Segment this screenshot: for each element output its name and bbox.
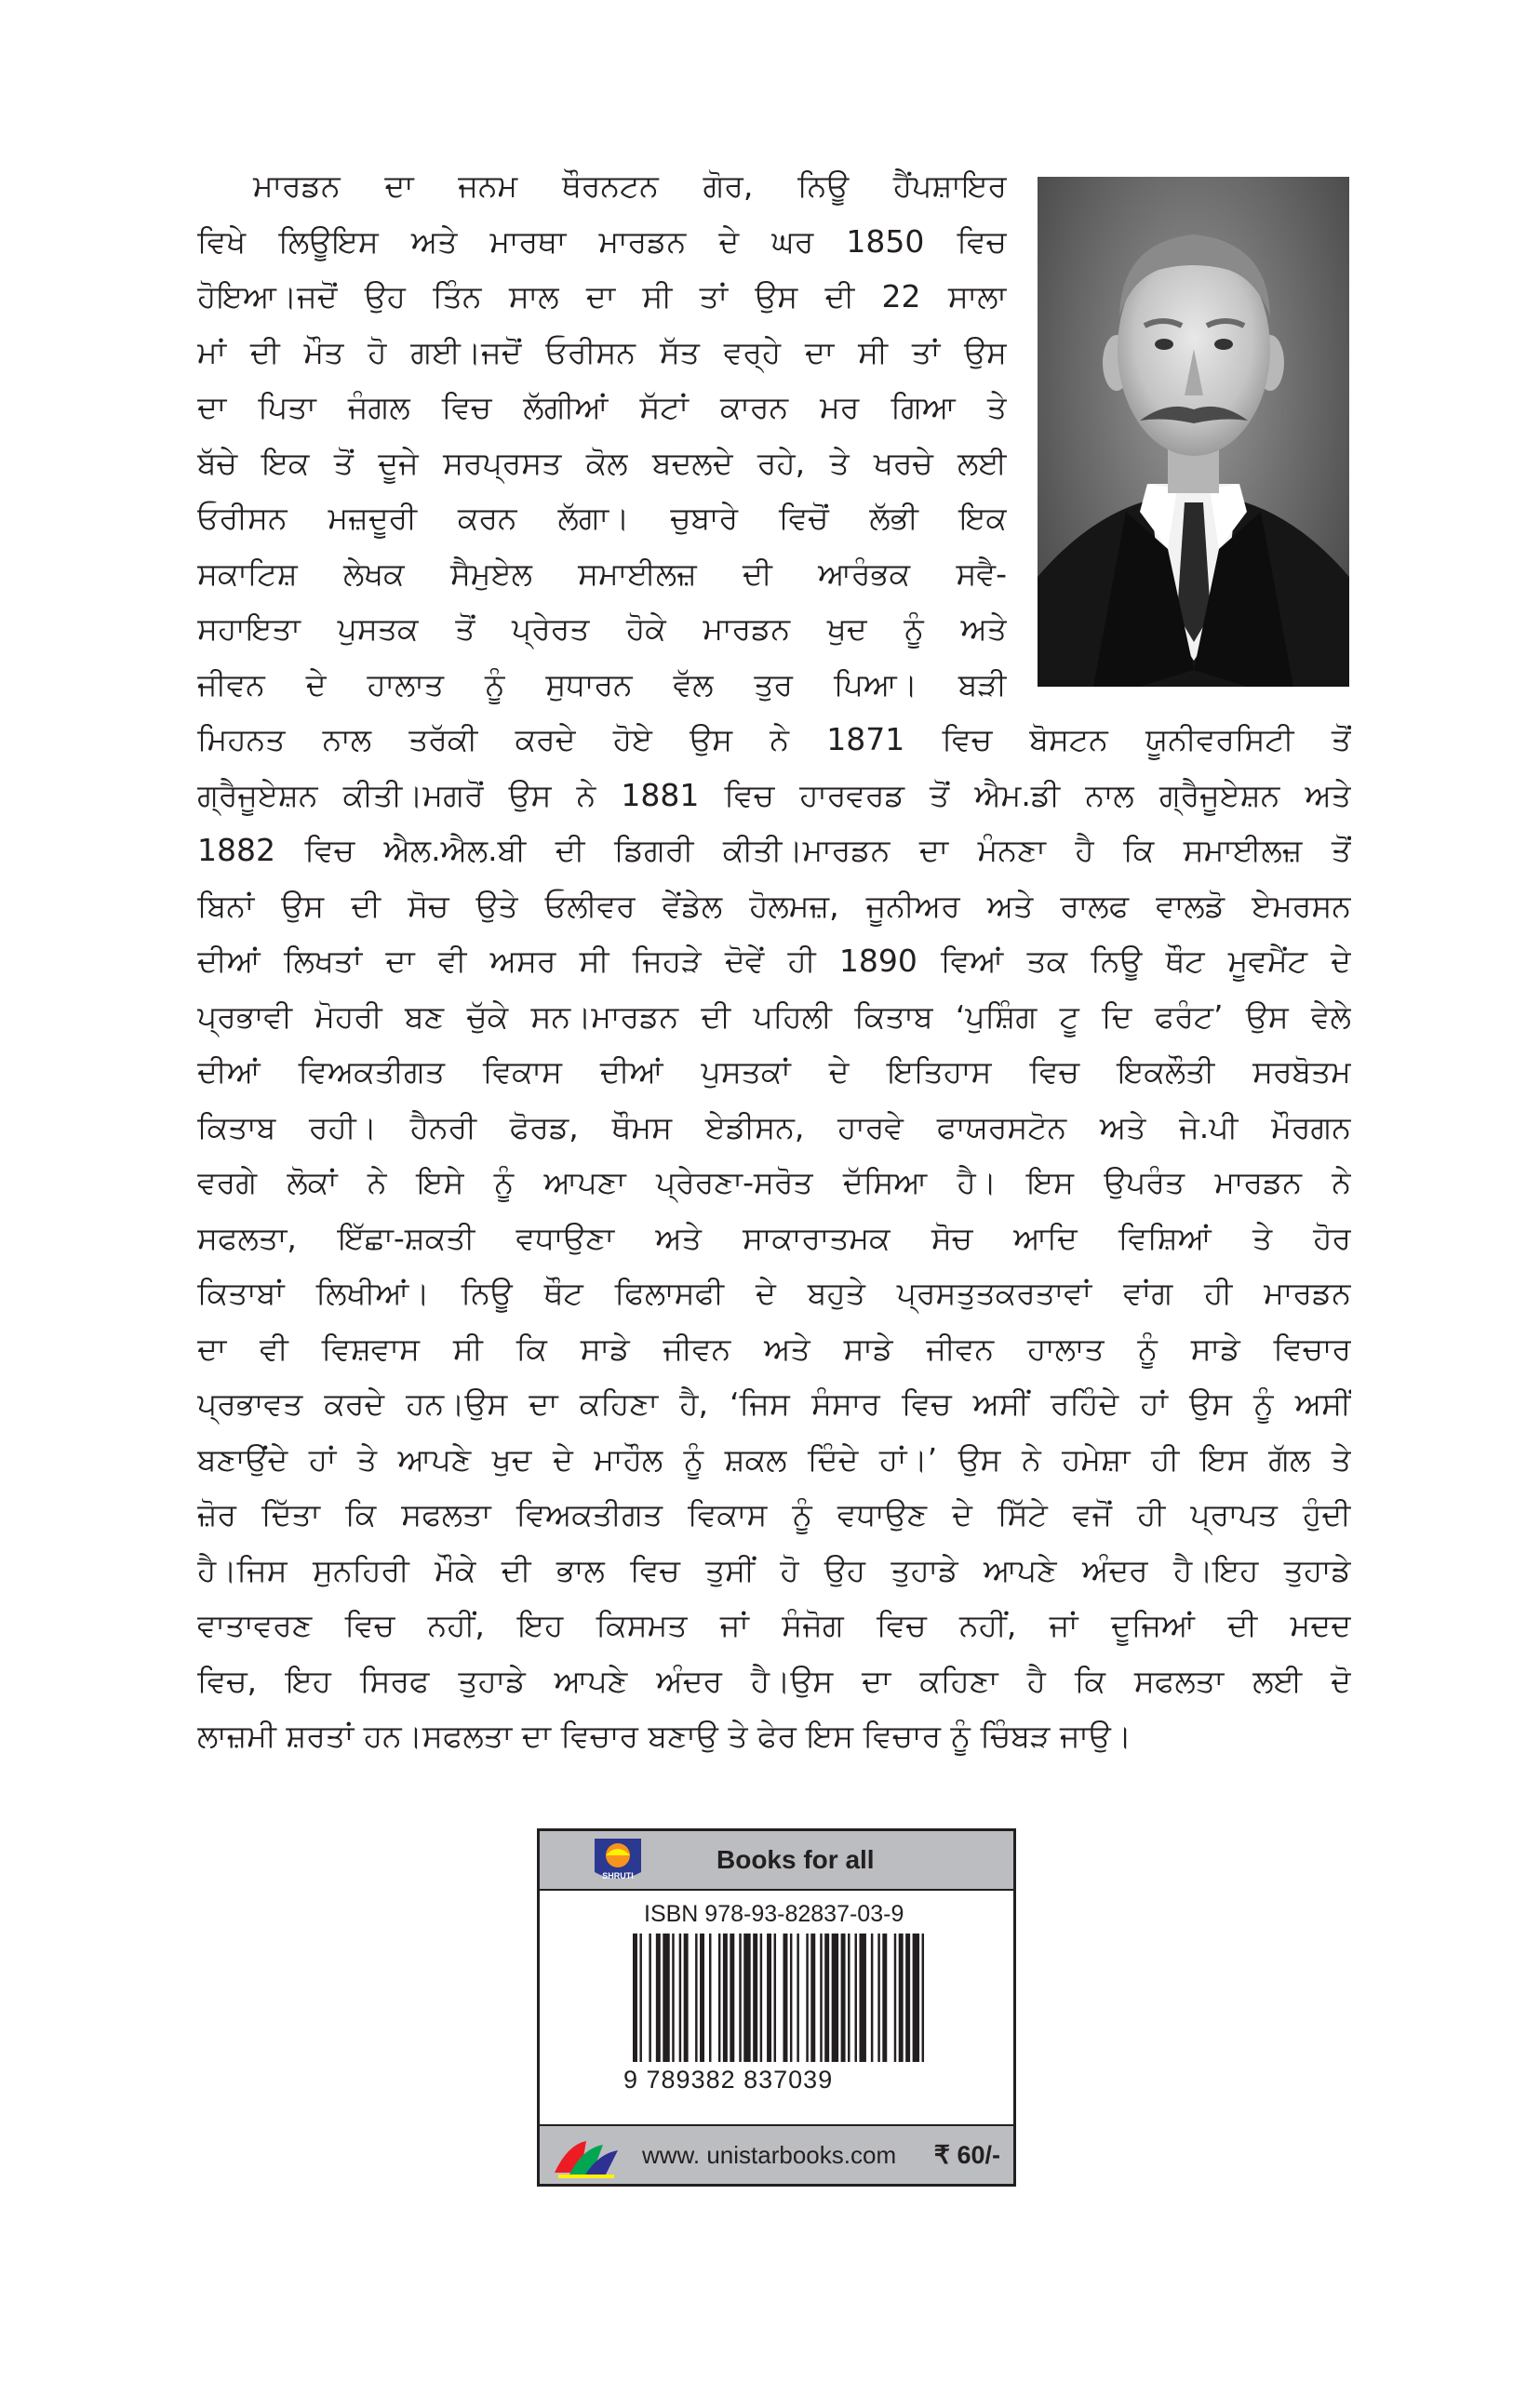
- bio-line: ਹੋਇਆ।ਜਦੋਂ ਉਹ ਤਿੰਨ ਸਾਲ ਦਾ ਸੀ ਤਾਂ ਉਸ ਦੀ 22 ਸਾਲਾ: [197, 278, 1007, 314]
- bio-line: ਕਿਤਾਬਾਂ ਲਿਖੀਆਂ। ਨਿਊ ਥੌਟ ਫਿਲਾਸਫੀ ਦੇ ਬਹੁਤੇ ਪ੍ਰਸਤੁਤਕਰਤਾਵਾਂ ਵਾਂਗ ਹੀ ਮਾਰਡਨ: [197, 1275, 1351, 1311]
- bio-line: ਸਹਾਇਤਾ ਪੁਸਤਕ ਤੋਂ ਪ੍ਰੇਰਤ ਹੋਕੇ ਮਾਰਡਨ ਖੁਦ ਨੂੰ ਅਤੇ: [197, 610, 1007, 647]
- bio-line: ਸਕਾਟਿਸ਼ ਲੇਖਕ ਸੈਮੁਏਲ ਸਮਾਈਲਜ਼ ਦੀ ਆਰੰਭਕ ਸਵੈ-: [197, 555, 1007, 592]
- barcode-bar: [684, 1934, 689, 2062]
- bio-line: ਪ੍ਰਭਾਵੀ ਮੋਹਰੀ ਬਣ ਚੁੱਕੇ ਸਨ।ਮਾਰਡਨ ਦੀ ਪਹਿਲੀ ਕਿਤਾਬ ‘ਪੁਸ਼ਿੰਗ ਟੂ ਦਿ ਫਰੰਟ’ ਉਸ ਵੇਲੇ: [197, 997, 1351, 1035]
- isbn-label: ISBN 978-93-82837-03-9: [644, 1901, 904, 1927]
- bio-line: ਗ੍ਰੈਜੂਏਸ਼ਨ ਕੀਤੀ।ਮਗਰੋਂ ਉਸ ਨੇ 1881 ਵਿਚ ਹਾਰਵਰਡ ਤੋਂ ਐਮ.ਡੀ ਨਾਲ ਗ੍ਰੈਜੂਏਸ਼ਨ ਅਤੇ: [197, 776, 1351, 813]
- barcode-panel: [537, 1828, 1016, 2187]
- bio-line: ਦੀਆਂ ਵਿਅਕਤੀਗਤ ਵਿਕਾਸ ਦੀਆਂ ਪੁਸਤਕਾਂ ਦੇ ਇਤਿਹਾਸ ਵਿਚ ਇਕਲੌਤੀ ਸਰਬੋਤਮ: [197, 1053, 1351, 1090]
- barcode-bar: [663, 1934, 669, 2062]
- bio-line: ਕਿਤਾਬ ਰਹੀ। ਹੈਨਰੀ ਫੋਰਡ, ਥੌਮਸ ਏਡੀਸਨ, ਹਾਰਵੇ ਫਾਯਰਸਟੋਨ ਅਤੇ ਜੇ.ਪੀ ਮੌਰਗਨ: [197, 1108, 1351, 1145]
- bio-line: ਲਾਜ਼ਮੀ ਸ਼ਰਤਾਂ ਹਨ।ਸਫਲਤਾ ਦਾ ਵਿਚਾਰ ਬਣਾਉ ਤੇ ਫੇਰ ਇਸ ਵਿਚਾਰ ਨੂੰ ਚਿੰਬੜ ਜਾਉ।: [197, 1718, 1132, 1754]
- bio-line: ਜੀਵਨ ਦੇ ਹਾਲਾਤ ਨੂੰ ਸੁਧਾਰਨ ਵੱਲ ਤੁਰ ਪਿਆ। ਬੜੀ: [197, 665, 1007, 703]
- barcode-bar: [743, 1934, 750, 2062]
- bio-line: ਵਰਗੇ ਲੋਕਾਂ ਨੇ ਇਸੇ ਨੂੰ ਆਪਣਾ ਪ੍ਰੇਰਣਾ-ਸਰੋਤ ਦੱਸਿਆ ਹੈ। ਇਸ ਉਪਰੰਤ ਮਾਰਡਨ ਨੇ: [197, 1164, 1351, 1200]
- barcode-bar: [855, 1934, 857, 2062]
- bio-line: ਮਾਂ ਦੀ ਮੌਤ ਹੋ ਗਈ।ਜਦੋਂ ਓਰੀਸਨ ਸੱਤ ਵਰ੍ਹੇ ਦਾ ਸੀ ਤਾਂ ਉਸ: [197, 333, 1007, 370]
- bio-line: 1882 ਵਿਚ ਐਲ.ਐਲ.ਬੀ ਦੀ ਡਿਗਰੀ ਕੀਤੀ।ਮਾਰਡਨ ਦਾ ਮੰਨਣਾ ਹੈ ਕਿ ਸਮਾਈਲਜ਼ ਤੋਂ: [197, 832, 1351, 868]
- barcode-bar: [899, 1934, 904, 2062]
- barcode-bar: [871, 1934, 873, 2062]
- barcode-bar: [790, 1934, 792, 2062]
- price-label: ₹ 60/-: [933, 2141, 1000, 2169]
- barcode-bar: [723, 1934, 728, 2062]
- biography-text: [197, 158, 1351, 1764]
- bio-line: ਪ੍ਰਭਾਵਤ ਕਰਦੇ ਹਨ।ਉਸ ਦਾ ਕਹਿਣਾ ਹੈ, ‘ਜਿਸ ਸੰਸਾਰ ਵਿਚ ਅਸੀਂ ਰਹਿੰਦੇ ਹਾਂ ਉਸ ਨੂੰ ਅਸੀਂ: [197, 1385, 1351, 1422]
- bio-line: ਦਾ ਪਿਤਾ ਜੰਗਲ ਵਿਚ ਲੱਗੀਆਂ ਸੱਟਾਂ ਕਾਰਨ ਮਰ ਗਿਆ ਤੇ: [197, 389, 1007, 425]
- barcode-bar: [700, 1934, 704, 2062]
- bio-line: ਮਿਹਨਤ ਨਾਲ ਤਰੱਕੀ ਕਰਦੇ ਹੋਏ ਉਸ ਨੇ 1871 ਵਿਚ ਬੋਸਟਨ ਯੂਨੀਵਰਸਿਟੀ ਤੋਂ: [197, 721, 1351, 757]
- barcode-bar: [718, 1934, 720, 2062]
- barcode-bar: [841, 1934, 846, 2062]
- barcode-bar: [905, 1934, 910, 2062]
- bio-line: ਮਾਰਡਨ ਦਾ ਜਨਮ ਥੌਰਨਟਨ ਗੋਰ, ਨਿਊ ਹੈਂਪਸ਼ਾਇਰ: [253, 167, 1007, 204]
- barcode-bar: [753, 1934, 757, 2062]
- website-label: www. unistarbooks.com: [642, 2141, 897, 2169]
- barcode-bar: [806, 1934, 808, 2062]
- barcode-header: [540, 1831, 1013, 1891]
- bio-line: ਬਣਾਉਂਦੇ ਹਾਂ ਤੇ ਆਪਣੇ ਖੁਦ ਦੇ ਮਾਹੌਲ ਨੂੰ ਸ਼ਕਲ ਦਿੰਦੇ ਹਾਂ।’ ਉਸ ਨੇ ਹਮੇਸ਼ਾ ਹੀ ਇਸ ਗੱਲ ਤੇ: [197, 1440, 1351, 1478]
- barcode-digits: 9 789382 837039: [623, 2066, 834, 2094]
- barcode-bar: [760, 1934, 762, 2062]
- bio-line: ਹੈ।ਜਿਸ ਸੁਨਹਿਰੀ ਮੌਕੇ ਦੀ ਭਾਲ ਵਿਚ ਤੁਸੀਂ ਹੋ ਉਹ ਤੁਹਾਡੇ ਆਪਣੇ ਅੰਦਰ ਹੈ।ਇਹ ਤੁਹਾਡੇ: [197, 1551, 1351, 1588]
- barcode-footer: [540, 2124, 1013, 2184]
- bio-line: ਬਿਨਾਂ ਉਸ ਦੀ ਸੋਚ ਉਤੇ ਓਲੀਵਰ ਵੇਂਡੇਲ ਹੋਲਮਜ਼, ਜੂਨੀਅਰ ਅਤੇ ਰਾਲਫ ਵਾਲਡੋ ਏਮਰਸਨ: [197, 887, 1351, 924]
- bio-line: ਵਿਚ, ਇਹ ਸਿਰਫ ਤੁਹਾਡੇ ਆਪਣੇ ਅੰਦਰ ਹੈ।ਉਸ ਦਾ ਕਹਿਣਾ ਹੈ ਕਿ ਸਫਲਤਾ ਲਈ ਦੋ: [197, 1662, 1351, 1699]
- barcode-bar: [848, 1934, 850, 2062]
- barcode-bar: [820, 1934, 822, 2062]
- barcode-bar: [832, 1934, 838, 2062]
- bio-line: ਓਰੀਸਨ ਮਜ਼ਦੂਰੀ ਕਰਨ ਲੱਗਾ। ਚੁਬਾਰੇ ਵਿਚੋਂ ਲੱਭੀ ਇਕ: [197, 500, 1007, 536]
- svg-text:SHRUTI: SHRUTI: [602, 1871, 634, 1880]
- barcode-bar: [913, 1934, 919, 2062]
- barcode-bar: [709, 1934, 711, 2062]
- barcode-bar: [656, 1934, 661, 2062]
- bio-line: ਵਾਤਾਵਰਣ ਵਿਚ ਨਹੀਂ, ਇਹ ਕਿਸਮਤ ਜਾਂ ਸੰਜੋਗ ਵਿਚ ਨਹੀਂ, ਜਾਂ ਦੂਜਿਆਂ ਦੀ ਮਦਦ: [197, 1607, 1351, 1643]
- barcode-bar: [922, 1934, 924, 2062]
- barcode-bar: [679, 1934, 681, 2062]
- unistar-logo-icon: [549, 2132, 622, 2180]
- barcode-bar: [695, 1934, 697, 2062]
- barcode-bar: [882, 1934, 887, 2062]
- bio-line: ਬੱਚੇ ਇਕ ਤੋਂ ਦੂਜੇ ਸਰਪ੍ਰਸਤ ਕੋਲ ਬਦਲਦੇ ਰਹੇ, ਤੇ ਖਰਚੇ ਲਈ: [197, 444, 1007, 481]
- bio-line: ਜ਼ੋਰ ਦਿੱਤਾ ਕਿ ਸਫਲਤਾ ਵਿਅਕਤੀਗਤ ਵਿਕਾਸ ਨੂੰ ਵਧਾਉਣ ਦੇ ਸਿੱਟੇ ਵਜੋਂ ਹੀ ਪ੍ਰਾਪਤ ਹੁੰਦੀ: [197, 1496, 1351, 1532]
- bio-line: ਸਫਲਤਾ, ਇੱਛਾ-ਸ਼ਕਤੀ ਵਧਾਉਣਾ ਅਤੇ ਸਾਕਾਰਾਤਮਕ ਸੋਚ ਆਦਿ ਵਿਸ਼ਿਆਂ ਤੇ ਹੋਰ: [197, 1219, 1351, 1256]
- barcode-bar: [824, 1934, 829, 2062]
- barcode-bar: [859, 1934, 865, 2062]
- barcode-bar: [639, 1934, 641, 2062]
- barcode-bar: [739, 1934, 741, 2062]
- bio-line: ਵਿਖੇ ਲਿਊਇਸ ਅਤੇ ਮਾਰਥਾ ਮਾਰਡਨ ਦੇ ਘਰ 1850 ਵਿਚ: [197, 222, 1007, 260]
- bio-line: ਦੀਆਂ ਲਿਖਤਾਂ ਦਾ ਵੀ ਅਸਰ ਸੀ ਜਿਹੜੇ ਦੋਵੇਂ ਹੀ 1890 ਵਿਆਂ ਤਕ ਨਿਊ ਥੌਟ ਮੂਵਮੈਂਟ ਦੇ: [197, 943, 1351, 979]
- shruti-logo-icon: [591, 1835, 645, 1885]
- barcode-bar: [810, 1934, 815, 2062]
- barcode-bar: [730, 1934, 734, 2062]
- barcode-bars: [633, 1934, 929, 2062]
- barcode-bar: [783, 1934, 787, 2062]
- barcode-bar: [894, 1934, 896, 2062]
- bio-line: ਦਾ ਵੀ ਵਿਸ਼ਵਾਸ ਸੀ ਕਿ ਸਾਡੇ ਜੀਵਨ ਅਤੇ ਸਾਡੇ ਜੀਵਨ ਹਾਲਾਤ ਨੂੰ ਸਾਡੇ ਵਿਚਾਰ: [197, 1330, 1351, 1367]
- barcode-bar: [633, 1934, 637, 2062]
- barcode-bar: [797, 1934, 798, 2062]
- books-for-all-label: Books for all: [716, 1845, 875, 1874]
- barcode-bar: [672, 1934, 674, 2062]
- barcode-bar: [774, 1934, 776, 2062]
- barcode-bar: [649, 1934, 650, 2062]
- barcode-bar: [877, 1934, 879, 2062]
- barcode-bar: [767, 1934, 771, 2062]
